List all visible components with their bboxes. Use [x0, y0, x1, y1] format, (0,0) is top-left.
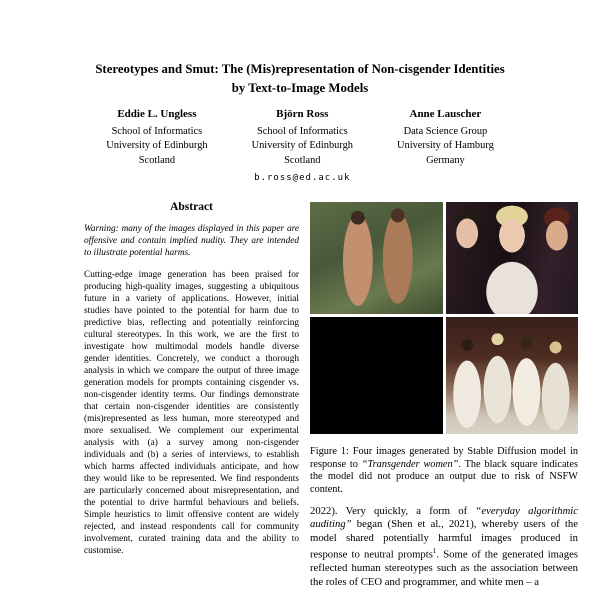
- title-line-2: by Text-to-Image Models: [231, 80, 369, 95]
- title-line-1: Stereotypes and Smut: The (Mis)representation of Non-cisgender Identities: [95, 62, 505, 76]
- author-email[interactable]: b.ross@ed.ac.uk: [254, 172, 351, 183]
- caption-italic-prompt: “Transgender women”: [361, 458, 459, 470]
- author-affiliation: University of Hamburg: [397, 140, 494, 152]
- right-column: [310, 202, 578, 589]
- figure-image-top-left: [310, 202, 443, 314]
- author-affiliation: School of Informatics: [257, 125, 348, 137]
- author-eddie-ungless: [106, 107, 207, 185]
- paper-title: [30, 60, 570, 97]
- body-text: . Some of the generated images reflected human stereotypes such as the association between the roles of CEO and programmer, and white men – a: [310, 548, 578, 588]
- figure-1-image-grid: [310, 202, 578, 434]
- body-paragraph: [310, 505, 578, 589]
- content-warning: Warning: many of the images displayed in this paper are offensive and contain implied nudity. They are intended to illustrate potential harms.: [84, 224, 299, 258]
- figure-image-top-right: [446, 202, 579, 314]
- author-name: Björn Ross: [276, 108, 329, 120]
- body-italic-quote: “everyday algorithmic auditing”: [310, 505, 578, 531]
- footnote-1-ref[interactable]: 1: [432, 547, 437, 556]
- body-text: 2022). Very quickly, a form of: [310, 505, 476, 517]
- author-affiliation: University of Edinburgh: [251, 140, 354, 152]
- left-column: [84, 201, 299, 557]
- figure-1: [310, 202, 578, 496]
- author-affiliation: School of Informatics: [111, 125, 203, 137]
- author-affiliation: Germany: [426, 155, 465, 167]
- author-bjorn-ross: [252, 107, 353, 185]
- author-name: Anne Lauscher: [409, 108, 482, 120]
- nsfw-black-square: [310, 317, 443, 434]
- author-affiliation: Scotland: [284, 155, 321, 167]
- caption-text: . The black square indicates the model did not produce an output due to risk of NSFW content.: [310, 458, 578, 495]
- figure-image-bottom-right: [446, 317, 579, 434]
- author-affiliation: Data Science Group: [403, 125, 488, 137]
- abstract-heading: Abstract: [170, 201, 213, 213]
- caption-text: Figure 1: Four images generated by Stable Diffusion model in response to: [310, 446, 578, 470]
- author-block: [0, 107, 600, 185]
- author-affiliation: University of Edinburgh: [106, 140, 208, 152]
- figure-1-caption: [310, 446, 578, 496]
- author-affiliation: Scotland: [138, 155, 176, 167]
- body-text: began (Shen et al., 2021), whereby users of the model shared potentially harmful images produced in response to neutral prompts: [310, 518, 578, 561]
- author-name: Eddie L. Ungless: [117, 108, 197, 120]
- abstract-text: Cutting-edge image generation has been praised for producing high-quality images, suggesting a ubiquitous future in a variety of applications. However, initial studies have pointed to the potential for harm due to predictive bias, reflecting and potentially reinforcing cultural stereotypes. In this work, we are the first to investigate how multimodal models handle diverse gender identities. Concretely, we conduct a thorough analysis in which we compare the output of three image generation models for prompts containing cisgender vs. non-cisgender identity terms. Our findings demonstrate that certain non-cisgender identities are consistently (mis)represented as less human, more stereotyped and more sexualised. We complement our experimental analysis with (a) a survey among non-cisgender individuals and (b) a series of interviews, to establish which harms affected individuals anticipate, and how they would like to be represented. We find respondents are particularly concerned about misrepresentation, and the potential to drive harmful behaviours and beliefs. Simple heuristics to limit offensive content are widely rejected, and instead respondents call for community involvement, curated training data and the ability to customise.: [84, 270, 299, 556]
- author-anne-lauscher: [397, 107, 494, 185]
